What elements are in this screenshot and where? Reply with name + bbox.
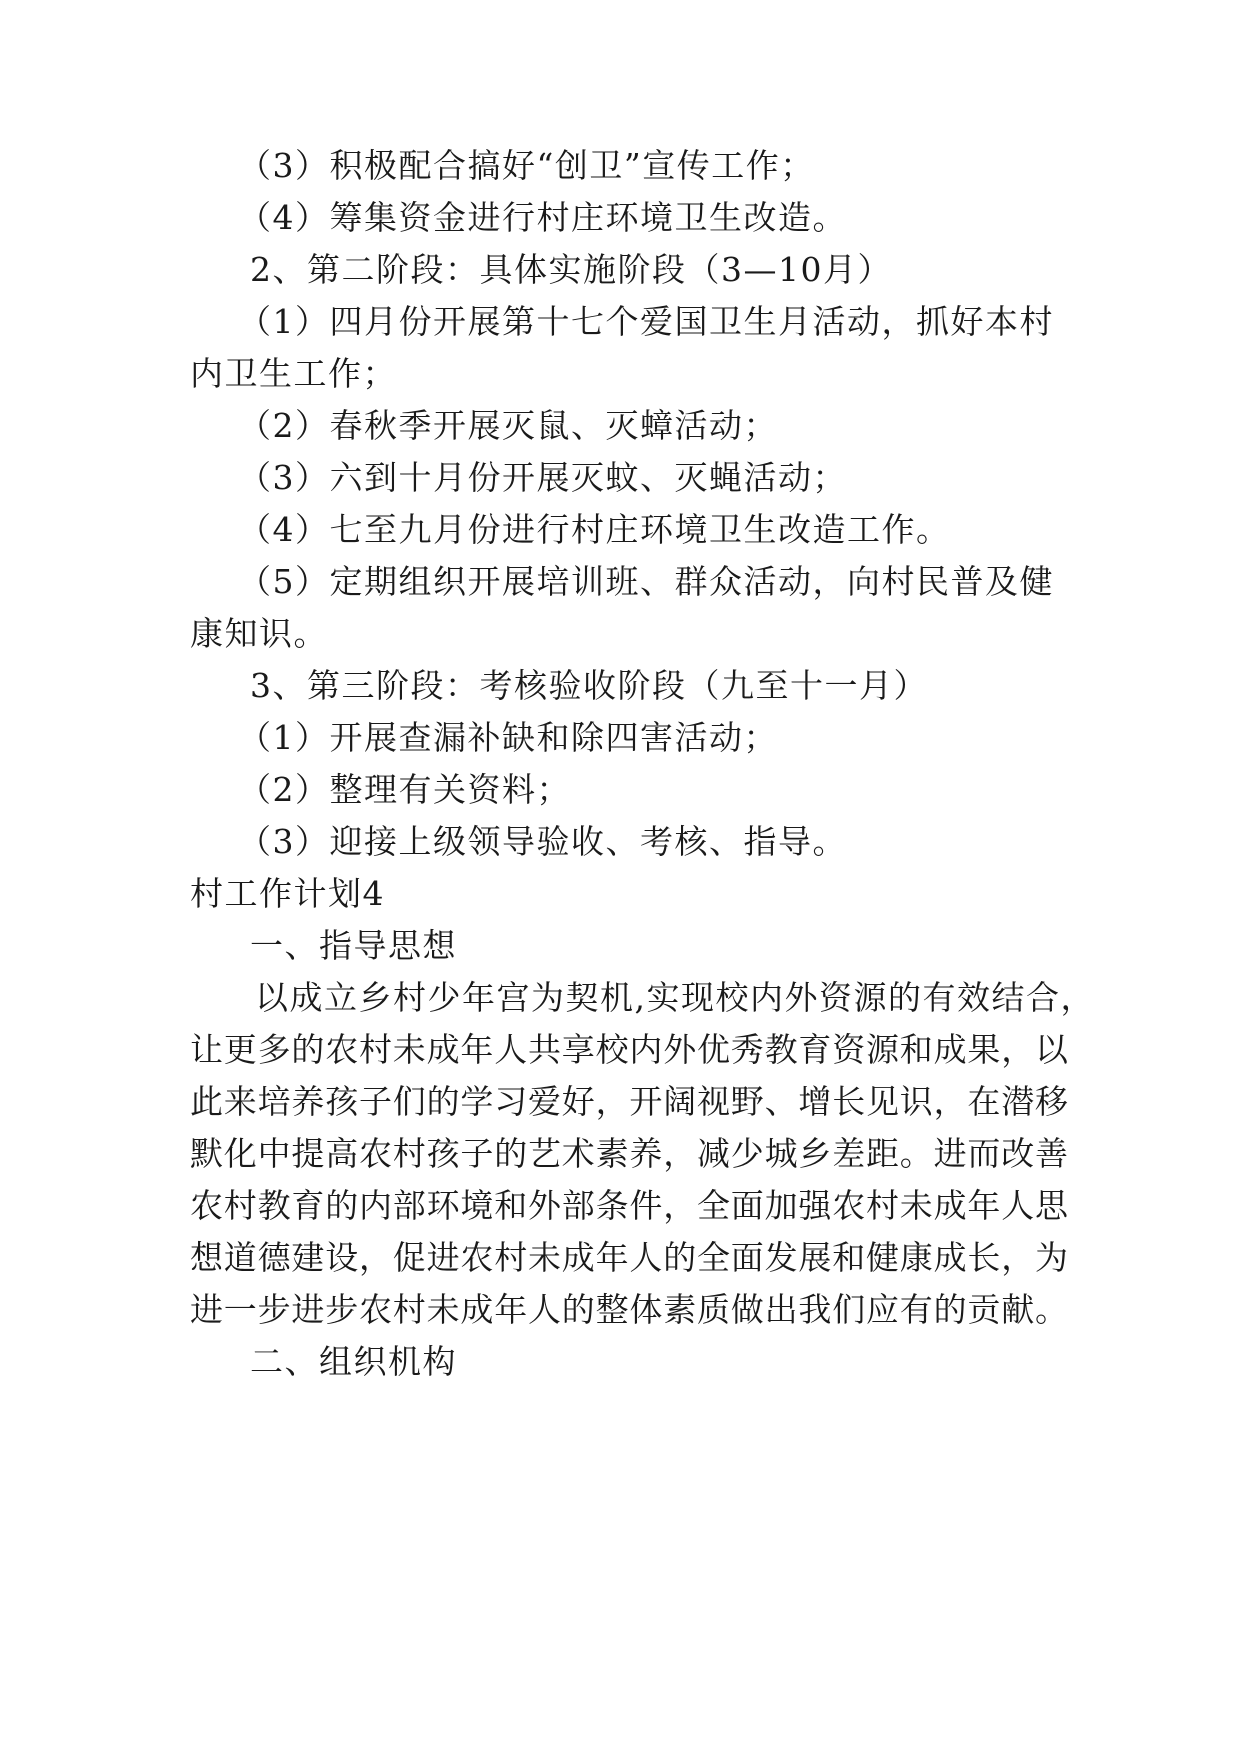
- text-line: 内卫生工作；: [190, 354, 397, 393]
- paragraph-line: 让更多的农村未成年人共享校内外优秀教育资源和成果，以: [190, 1030, 1069, 1069]
- paragraph-line: 进一步进步农村未成年人的整体素质做出我们应有的贡献。: [190, 1290, 1069, 1329]
- text-line: （3）迎接上级领导验收、考核、指导。: [238, 822, 847, 861]
- text-line: （5）定期组织开展培训班、群众活动，向村民普及健: [238, 562, 1054, 601]
- text-line: （4）七至九月份进行村庄环境卫生改造工作。: [238, 510, 951, 549]
- section-heading: 二、组织机构: [250, 1342, 457, 1381]
- paragraph-line: 默化中提高农村孩子的艺术素养，减少城乡差距。进而改善: [190, 1134, 1069, 1173]
- text-line: （3）积极配合搞好“创卫”宣传工作；: [238, 146, 815, 185]
- paragraph-line: 以成立乡村少年宫为契机,实现校内外资源的有效结合，: [255, 978, 1095, 1017]
- document-title: 村工作计划4: [190, 874, 385, 913]
- text-line: （1）四月份开展第十七个爱国卫生月活动，抓好本村: [238, 302, 1054, 341]
- text-line: （4）筹集资金进行村庄环境卫生改造。: [238, 198, 847, 237]
- section-heading: 2、第二阶段：具体实施阶段（3—10月）: [250, 250, 892, 289]
- paragraph-line: 农村教育的内部环境和外部条件，全面加强农村未成年人思: [190, 1186, 1069, 1225]
- text-line: （2）整理有关资料；: [238, 770, 571, 809]
- section-heading: 一、指导思想: [250, 926, 457, 965]
- text-line: （1）开展查漏补缺和除四害活动；: [238, 718, 778, 757]
- text-line: 康知识。: [190, 614, 328, 653]
- paragraph-line: 此来培养孩子们的学习爱好，开阔视野、增长见识，在潜移: [190, 1082, 1069, 1121]
- text-line: （2）春秋季开展灭鼠、灭蟑活动；: [238, 406, 778, 445]
- paragraph-line: 想道德建设，促进农村未成年人的全面发展和健康成长，为: [190, 1238, 1069, 1277]
- section-heading: 3、第三阶段：考核验收阶段（九至十一月）: [250, 666, 928, 705]
- text-line: （3）六到十月份开展灭蚊、灭蝇活动；: [238, 458, 847, 497]
